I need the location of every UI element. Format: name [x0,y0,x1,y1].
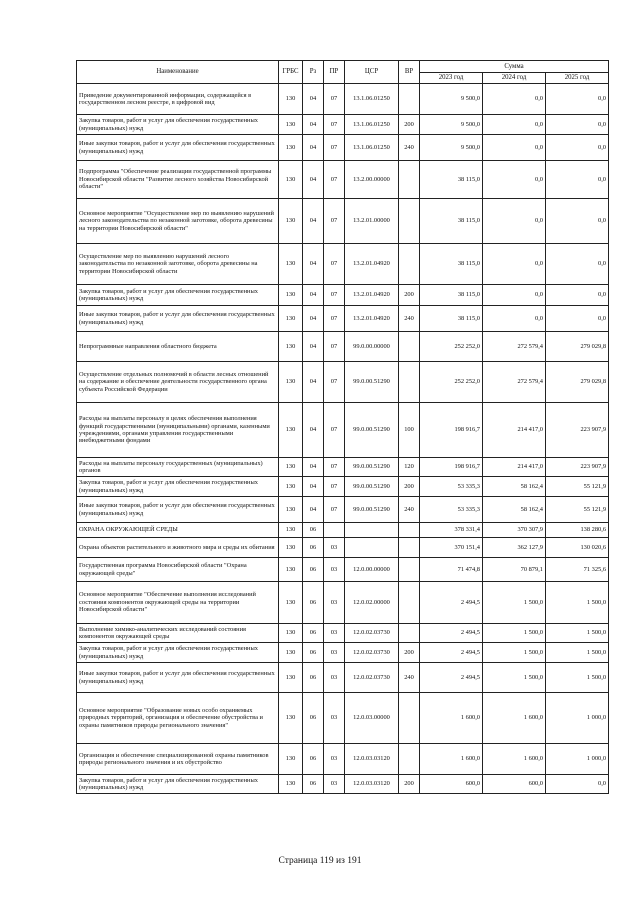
cell-pr: 07 [324,115,345,135]
cell-2023: 600,0 [420,775,483,794]
table-row [77,285,609,306]
cell-pr: 07 [324,244,345,285]
cell-rz: 04 [303,135,324,161]
cell-2024: 362 127,9 [483,538,546,558]
cell-vr: 200 [399,115,420,135]
cell-2024: 70 879,1 [483,558,546,582]
cell-2025: 55 121,9 [546,477,609,497]
cell-csr: 13.1.06.01250 [345,135,399,161]
cell-rz: 04 [303,115,324,135]
cell-vr: 100 [399,403,420,458]
cell-grbs: 130 [279,199,303,244]
cell-pr: 03 [324,693,345,744]
header-pr: ПР [324,61,345,84]
cell-csr: 12.0.00.00000 [345,558,399,582]
cell-vr [399,558,420,582]
cell-grbs: 130 [279,624,303,643]
cell-2025: 1 000,0 [546,744,609,775]
cell-name: Расходы на выплаты персоналу государственных (муниципальных) органов [77,458,279,477]
cell-pr: 07 [324,477,345,497]
table-row [77,558,609,582]
cell-pr: 07 [324,161,345,199]
cell-vr: 120 [399,458,420,477]
cell-pr: 07 [324,285,345,306]
cell-2023: 198 916,7 [420,458,483,477]
cell-vr [399,362,420,403]
cell-name: Основное мероприятие "Осуществление мер по выявлению нарушений лесного законодательства по незаконной заготовке, оборота древесины на территории Новосибирской области" [77,199,279,244]
cell-grbs: 130 [279,477,303,497]
budget-table [76,60,609,794]
cell-csr: 13.2.01.04920 [345,306,399,332]
cell-rz: 04 [303,306,324,332]
cell-2024: 1 500,0 [483,582,546,624]
cell-2024: 0,0 [483,199,546,244]
cell-rz: 06 [303,663,324,693]
cell-2023: 53 335,3 [420,477,483,497]
cell-name: Приведение документированной информации, содержащейся в государственном лесном реестре, в цифровой вид [77,84,279,115]
cell-csr: 13.2.01.04920 [345,285,399,306]
table-row [77,538,609,558]
cell-csr: 99.0.00.00000 [345,332,399,362]
cell-2025: 55 121,9 [546,497,609,523]
cell-name: Иные закупки товаров, работ и услуг для обеспечения государственных (муниципальных) нужд [77,497,279,523]
cell-rz: 04 [303,199,324,244]
cell-pr: 07 [324,403,345,458]
cell-pr: 07 [324,135,345,161]
table-row [77,744,609,775]
cell-2025: 0,0 [546,115,609,135]
cell-2023: 2 494,5 [420,582,483,624]
cell-rz: 06 [303,558,324,582]
cell-2023: 9 500,0 [420,135,483,161]
cell-vr: 240 [399,663,420,693]
cell-vr [399,161,420,199]
cell-grbs: 130 [279,362,303,403]
cell-grbs: 130 [279,558,303,582]
cell-vr: 200 [399,775,420,794]
cell-name: Основное мероприятие "Обеспечение выполнения исследований состояния компонентов окружающей среды на территории Новосибирской области" [77,582,279,624]
cell-csr: 99.0.00.51290 [345,477,399,497]
cell-2023: 1 600,0 [420,693,483,744]
cell-name: Закупка товаров, работ и услуг для обеспечения государственных (муниципальных) нужд [77,477,279,497]
cell-2025: 0,0 [546,84,609,115]
header-2023: 2023 год [420,73,483,84]
header-name: Наименование [77,61,279,84]
cell-rz: 04 [303,285,324,306]
cell-pr: 07 [324,458,345,477]
table-row [77,306,609,332]
table-header [77,61,609,84]
cell-csr [345,538,399,558]
cell-2024: 370 307,9 [483,523,546,538]
cell-rz: 04 [303,332,324,362]
table-row [77,624,609,643]
table-row [77,775,609,794]
cell-pr: 07 [324,362,345,403]
cell-name: ОХРАНА ОКРУЖАЮЩЕЙ СРЕДЫ [77,523,279,538]
table-row [77,199,609,244]
table-row [77,582,609,624]
table-row [77,523,609,538]
cell-vr [399,332,420,362]
cell-2023: 252 252,0 [420,332,483,362]
cell-2023: 71 474,8 [420,558,483,582]
cell-2025: 223 907,9 [546,458,609,477]
cell-grbs: 130 [279,643,303,663]
cell-2024: 1 600,0 [483,744,546,775]
cell-2023: 38 115,0 [420,244,483,285]
cell-rz: 04 [303,84,324,115]
cell-2023: 9 500,0 [420,84,483,115]
cell-name: Расходы на выплаты персоналу в целях обеспечения выполнения функций государственными (муниципальными) органами, казенными учреждениями, органами управления государственными внебюджетными фондами [77,403,279,458]
cell-2024: 0,0 [483,135,546,161]
cell-name: Иные закупки товаров, работ и услуг для обеспечения государственных (муниципальных) нужд [77,663,279,693]
cell-2025: 279 029,8 [546,362,609,403]
cell-rz: 06 [303,693,324,744]
cell-name: Иные закупки товаров, работ и услуг для обеспечения государственных (муниципальных) нужд [77,135,279,161]
cell-csr: 99.0.00.51290 [345,362,399,403]
cell-rz: 06 [303,744,324,775]
cell-grbs: 130 [279,306,303,332]
cell-2024: 214 417,0 [483,403,546,458]
cell-grbs: 130 [279,161,303,199]
cell-2023: 2 494,5 [420,624,483,643]
cell-pr: 03 [324,775,345,794]
cell-vr [399,582,420,624]
table-row [77,161,609,199]
cell-2025: 1 500,0 [546,582,609,624]
cell-grbs: 130 [279,403,303,458]
cell-pr [324,523,345,538]
cell-name: Закупка товаров, работ и услуг для обеспечения государственных (муниципальных) нужд [77,115,279,135]
cell-grbs: 130 [279,458,303,477]
cell-2024: 1 500,0 [483,643,546,663]
table-row [77,332,609,362]
cell-2024: 0,0 [483,161,546,199]
cell-vr: 200 [399,477,420,497]
cell-csr: 12.0.03.03120 [345,775,399,794]
cell-name: Организация и обеспечение специализированной охраны памятников природы регионального значения и их обустройство [77,744,279,775]
cell-name: Закупка товаров, работ и услуг для обеспечения государственных (муниципальных) нужд [77,285,279,306]
cell-name: Иные закупки товаров, работ и услуг для обеспечения государственных (муниципальных) нужд [77,306,279,332]
cell-2025: 0,0 [546,775,609,794]
cell-csr: 13.2.01.04920 [345,244,399,285]
cell-csr: 13.1.06.01250 [345,115,399,135]
cell-2023: 38 115,0 [420,285,483,306]
cell-2023: 38 115,0 [420,161,483,199]
cell-name: Государственная программа Новосибирской области "Охрана окружающей среды" [77,558,279,582]
cell-grbs: 130 [279,538,303,558]
table-row [77,403,609,458]
cell-2023: 370 151,4 [420,538,483,558]
table-row [77,477,609,497]
cell-2024: 272 579,4 [483,332,546,362]
cell-2025: 1 500,0 [546,624,609,643]
cell-rz: 06 [303,582,324,624]
cell-2024: 0,0 [483,306,546,332]
cell-csr: 13.1.06.01250 [345,84,399,115]
cell-vr [399,693,420,744]
cell-csr: 13.2.01.00000 [345,199,399,244]
cell-rz: 06 [303,523,324,538]
cell-2024: 1 500,0 [483,624,546,643]
cell-vr [399,538,420,558]
cell-csr: 13.2.00.00000 [345,161,399,199]
cell-grbs: 130 [279,744,303,775]
cell-2024: 1 500,0 [483,663,546,693]
table-row [77,458,609,477]
cell-pr: 03 [324,582,345,624]
cell-2023: 2 494,5 [420,663,483,693]
cell-2023: 2 494,5 [420,643,483,663]
cell-vr: 240 [399,497,420,523]
cell-rz: 04 [303,403,324,458]
cell-rz: 06 [303,624,324,643]
cell-csr: 12.0.02.03730 [345,663,399,693]
cell-2025: 223 907,9 [546,403,609,458]
cell-vr [399,744,420,775]
table-body [77,84,609,794]
cell-grbs: 130 [279,332,303,362]
cell-2024: 0,0 [483,244,546,285]
cell-2025: 279 029,8 [546,332,609,362]
cell-2025: 0,0 [546,135,609,161]
cell-pr: 03 [324,558,345,582]
table-row [77,693,609,744]
cell-name: Осуществление мер по выявлению нарушений лесного законодательства по незаконной заготовке, оборота древесины на территории Новосибирской области [77,244,279,285]
cell-rz: 04 [303,362,324,403]
page-number: Страница 119 из 191 [278,856,362,866]
cell-grbs: 130 [279,497,303,523]
cell-csr: 12.0.02.00000 [345,582,399,624]
table-row [77,663,609,693]
cell-2025: 130 020,6 [546,538,609,558]
cell-csr: 99.0.00.51290 [345,458,399,477]
cell-csr: 12.0.03.00000 [345,693,399,744]
cell-pr: 07 [324,306,345,332]
cell-name: Выполнение химико-аналитических исследований состояния компонентов окружающей среды [77,624,279,643]
cell-name: Охрана объектов растительного и животного мира и среды их обитания [77,538,279,558]
cell-pr: 07 [324,84,345,115]
table-row [77,643,609,663]
cell-2023: 53 335,3 [420,497,483,523]
header-rz: Рз [303,61,324,84]
cell-grbs: 130 [279,84,303,115]
table-row [77,244,609,285]
cell-rz: 04 [303,477,324,497]
cell-rz: 04 [303,161,324,199]
cell-name: Закупка товаров, работ и услуг для обеспечения государственных (муниципальных) нужд [77,775,279,794]
cell-vr [399,244,420,285]
header-csr: ЦСР [345,61,399,84]
cell-2025: 71 325,6 [546,558,609,582]
cell-csr: 12.0.03.03120 [345,744,399,775]
cell-pr: 03 [324,663,345,693]
cell-2024: 58 162,4 [483,477,546,497]
cell-2024: 214 417,0 [483,458,546,477]
table-row [77,115,609,135]
cell-vr [399,523,420,538]
header-grbs: ГРБС [279,61,303,84]
cell-vr: 200 [399,643,420,663]
header-vr: ВР [399,61,420,84]
cell-rz: 04 [303,458,324,477]
cell-2023: 198 916,7 [420,403,483,458]
table-row [77,362,609,403]
cell-grbs: 130 [279,663,303,693]
cell-rz: 06 [303,643,324,663]
cell-pr: 07 [324,332,345,362]
cell-2024: 1 600,0 [483,693,546,744]
cell-pr: 03 [324,744,345,775]
cell-2024: 600,0 [483,775,546,794]
header-2025: 2025 год [546,73,609,84]
header-sum: Сумма [420,61,609,73]
cell-2025: 0,0 [546,244,609,285]
cell-csr: 99.0.00.51290 [345,403,399,458]
cell-csr: 99.0.00.51290 [345,497,399,523]
cell-2025: 1 000,0 [546,693,609,744]
cell-pr: 03 [324,538,345,558]
cell-rz: 04 [303,497,324,523]
table-row [77,135,609,161]
cell-vr: 240 [399,135,420,161]
cell-2024: 58 162,4 [483,497,546,523]
cell-pr: 03 [324,643,345,663]
cell-2025: 138 280,6 [546,523,609,538]
cell-2025: 0,0 [546,306,609,332]
cell-name: Основное мероприятие "Образование новых особо охраняемых природных территорий, организация и обеспечение обустройства и охраны памятников природы регионального значения" [77,693,279,744]
cell-rz: 04 [303,244,324,285]
cell-csr: 12.0.02.03730 [345,624,399,643]
cell-2025: 1 500,0 [546,643,609,663]
cell-vr [399,199,420,244]
cell-name: Закупка товаров, работ и услуг для обеспечения государственных (муниципальных) нужд [77,643,279,663]
cell-name: Подпрограмма "Обеспечение реализации государственной программы Новосибирской области "Развитие лесного хозяйства Новосибирской области" [77,161,279,199]
cell-pr: 03 [324,624,345,643]
cell-2024: 272 579,4 [483,362,546,403]
cell-vr: 200 [399,285,420,306]
cell-2023: 1 600,0 [420,744,483,775]
cell-csr [345,523,399,538]
cell-2023: 252 252,0 [420,362,483,403]
table-row [77,497,609,523]
cell-name: Осуществление отдельных полномочий в области лесных отношений на содержание и обеспечение деятельности государственного органа субъекта Российской Федерации [77,362,279,403]
header-2024: 2024 год [483,73,546,84]
table-row [77,84,609,115]
cell-2023: 38 115,0 [420,306,483,332]
cell-grbs: 130 [279,244,303,285]
cell-2024: 0,0 [483,84,546,115]
cell-vr: 240 [399,306,420,332]
cell-csr: 12.0.02.03730 [345,643,399,663]
cell-name: Непрограммные направления областного бюджета [77,332,279,362]
cell-rz: 06 [303,775,324,794]
cell-2024: 0,0 [483,285,546,306]
cell-2023: 378 331,4 [420,523,483,538]
cell-2023: 9 500,0 [420,115,483,135]
cell-2024: 0,0 [483,115,546,135]
cell-pr: 07 [324,497,345,523]
cell-2025: 0,0 [546,199,609,244]
cell-grbs: 130 [279,285,303,306]
cell-grbs: 130 [279,523,303,538]
cell-grbs: 130 [279,582,303,624]
cell-grbs: 130 [279,693,303,744]
cell-pr: 07 [324,199,345,244]
cell-2023: 38 115,0 [420,199,483,244]
cell-rz: 06 [303,538,324,558]
cell-vr [399,84,420,115]
cell-grbs: 130 [279,115,303,135]
cell-grbs: 130 [279,135,303,161]
cell-vr [399,624,420,643]
cell-2025: 0,0 [546,285,609,306]
cell-grbs: 130 [279,775,303,794]
cell-2025: 1 500,0 [546,663,609,693]
cell-2025: 0,0 [546,161,609,199]
